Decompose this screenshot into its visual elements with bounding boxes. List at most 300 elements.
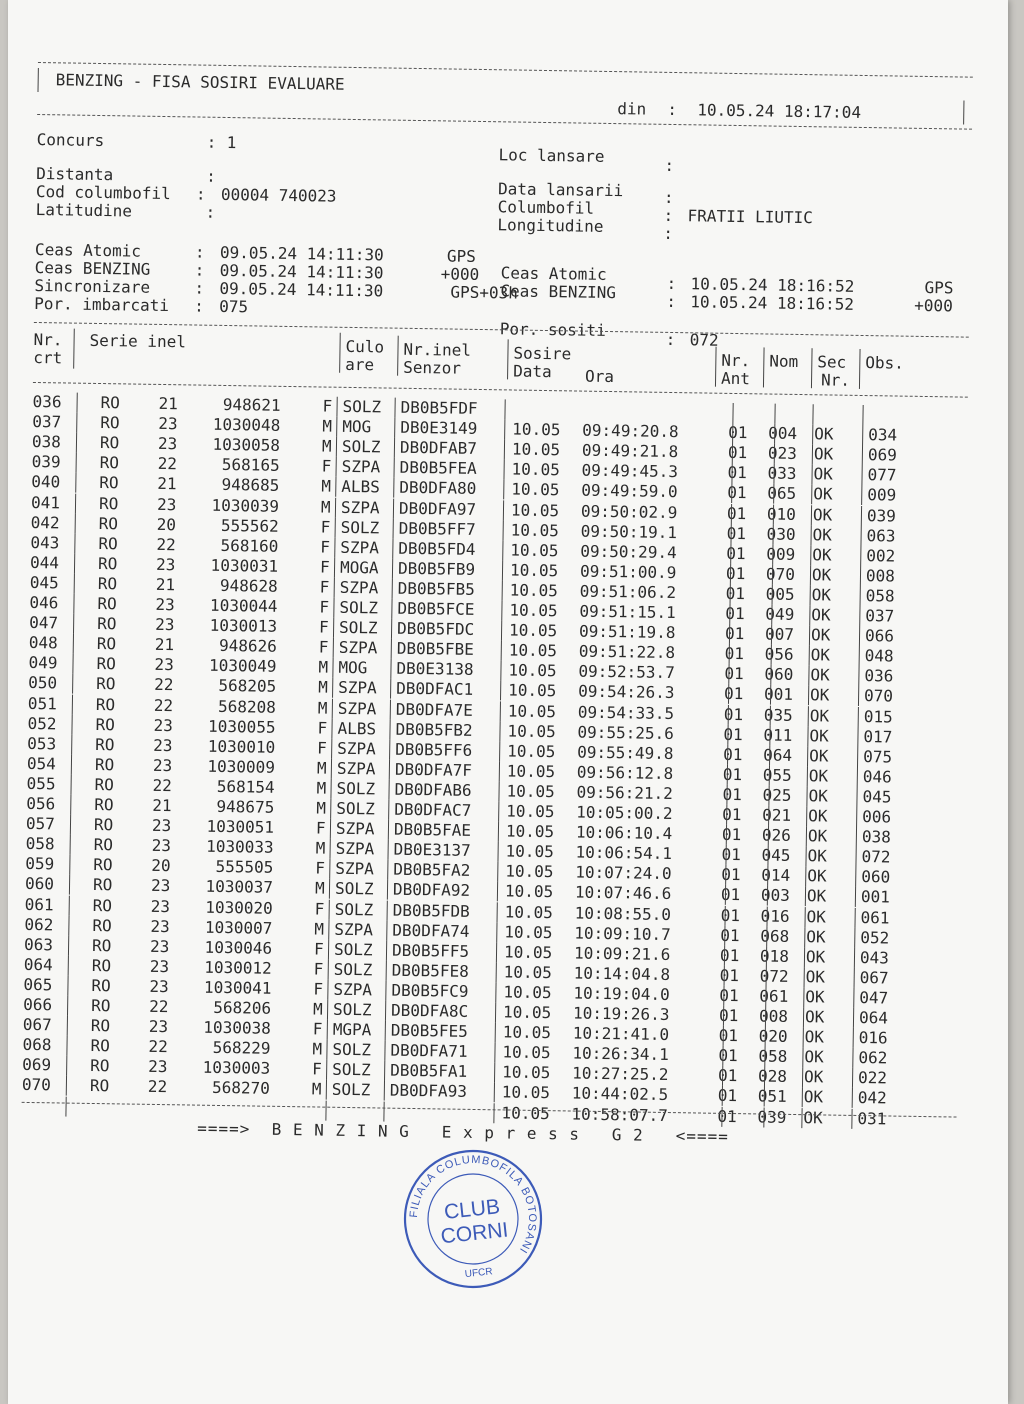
- col-divider: [339, 333, 341, 373]
- cell-divider: [501, 600, 502, 620]
- arrival-time: 10:06:10.4: [575, 822, 673, 844]
- sensor-id: DB0B5FE5: [390, 1020, 469, 1041]
- right-ceas-atomic-colon: :: [666, 273, 677, 294]
- ring-number: 1030041: [203, 977, 272, 998]
- cell-divider: [68, 915, 69, 935]
- antenna-number: 01: [727, 483, 747, 503]
- cell-divider: [392, 538, 393, 558]
- cell-divider: [68, 935, 69, 955]
- ring-year: 22: [157, 454, 178, 474]
- cell-divider: [72, 654, 73, 674]
- header-right-border: [963, 101, 964, 125]
- ceas-benzing-suffix: +000: [440, 264, 480, 284]
- security-status: OK: [803, 1107, 823, 1127]
- sex: M: [312, 1039, 323, 1059]
- country-code: RO: [90, 1016, 111, 1036]
- antenna-number: 01: [723, 704, 744, 724]
- color-code: SOLZ: [336, 778, 376, 799]
- arrival-date: 10.05: [506, 801, 555, 822]
- cell-divider: [495, 1022, 496, 1042]
- cell-divider: [497, 842, 498, 862]
- observation: 006: [862, 807, 892, 827]
- cell-divider: [66, 1036, 67, 1056]
- antenna-number: 01: [721, 865, 741, 885]
- country-code: RO: [89, 1076, 110, 1096]
- sensor-id: DB0B5FB2: [395, 719, 473, 740]
- stamp-club-text: CLUB: [442, 1195, 502, 1224]
- sex: M: [312, 999, 323, 1019]
- antenna-number: 01: [718, 1025, 739, 1046]
- col-senzor: Senzor: [403, 357, 462, 378]
- country-code: RO: [100, 393, 121, 413]
- country-code: RO: [99, 433, 120, 453]
- ceas-atomic-suffix: GPS: [446, 246, 477, 266]
- cell-divider: [503, 520, 504, 540]
- nom-number: 021: [762, 805, 792, 825]
- cell-divider: [335, 477, 336, 497]
- arrival-date: 10.05: [503, 982, 552, 1003]
- cell-divider: [858, 666, 859, 686]
- arrival-time: 09:49:21.8: [581, 440, 679, 462]
- color-code: SOLZ: [334, 899, 374, 919]
- ring-number: 1030038: [203, 1017, 271, 1038]
- sex: M: [314, 878, 325, 898]
- ring-number: 568208: [217, 696, 277, 717]
- cell-divider: [74, 553, 75, 573]
- security-status: OK: [804, 1027, 825, 1047]
- arrival-date: 10.05: [510, 540, 559, 560]
- antenna-number: 01: [718, 1045, 738, 1066]
- cell-divider: [860, 526, 861, 546]
- color-code: ALBS: [337, 718, 377, 738]
- col-sosire: Sosire: [513, 343, 572, 364]
- sensor-id: DB0DFAB6: [394, 779, 472, 800]
- arrival-time: 09:50:02.9: [580, 501, 678, 522]
- ring-year: 20: [151, 856, 171, 876]
- antenna-number: 01: [721, 845, 742, 865]
- color-code: SOLZ: [332, 1060, 371, 1080]
- ring-year: 22: [148, 1037, 168, 1057]
- sensor-id: DB0B5FF5: [391, 940, 470, 961]
- country-code: RO: [97, 553, 118, 574]
- ring-year: 23: [153, 735, 173, 755]
- cell-divider: [854, 968, 855, 988]
- right-ceas-benzing-colon: :: [666, 291, 677, 312]
- ring-year: 20: [156, 514, 177, 534]
- sensor-id: DB0DFAC7: [394, 799, 472, 820]
- security-status: OK: [807, 866, 827, 886]
- sex: M: [316, 758, 327, 778]
- din-label: din: [617, 99, 647, 119]
- arrival-time: 09:56:21.2: [576, 782, 674, 803]
- ring-year: 22: [156, 534, 176, 554]
- observation: 038: [861, 827, 891, 847]
- arrival-date: 10.05: [503, 942, 553, 962]
- arrival-time: 10:58:07.7: [571, 1104, 668, 1125]
- ring-year: 21: [158, 393, 179, 414]
- imbarcati-value: 075: [219, 296, 249, 317]
- row-number: 051: [27, 693, 57, 713]
- observation: 064: [858, 1008, 889, 1028]
- col-divider: [859, 349, 861, 389]
- cell-divider: [774, 404, 775, 424]
- color-code: SOLZ: [332, 999, 372, 1020]
- sensor-id: DB0B5FF7: [398, 518, 476, 539]
- din-colon: :: [667, 99, 678, 120]
- sensor-id: DB0DFAC1: [396, 679, 474, 700]
- cell-divider: [387, 880, 388, 900]
- arrival-time: 09:51:22.8: [578, 641, 676, 663]
- cell-divider: [335, 497, 336, 517]
- cell-divider: [860, 546, 861, 566]
- col-divider: [763, 347, 765, 387]
- cell-divider: [328, 919, 329, 939]
- footer-banner: ====> B E N Z I N G E x p r e s s G 2 <====: [197, 1118, 729, 1146]
- cell-divider: [495, 982, 496, 1002]
- ring-number: 1030044: [209, 595, 278, 616]
- arrival-date: 10.05: [511, 459, 560, 480]
- col-are: are: [345, 354, 375, 375]
- antenna-number: 01: [725, 563, 746, 583]
- ring-year: 22: [152, 775, 173, 796]
- country-code: RO: [97, 573, 118, 594]
- ring-number: 1030058: [212, 434, 281, 456]
- sex: F: [312, 1059, 322, 1079]
- sex: F: [315, 858, 326, 878]
- cell-divider: [858, 706, 859, 726]
- cell-divider: [859, 606, 860, 626]
- color-code: SOLZ: [338, 617, 378, 638]
- observation: 052: [860, 927, 890, 948]
- sensor-id: DB0B5FE8: [391, 960, 469, 981]
- sositi-colon: :: [665, 329, 676, 350]
- cell-divider: [331, 758, 332, 778]
- cell-divider: [66, 1056, 67, 1076]
- observation: 072: [861, 847, 891, 867]
- col-divider: [397, 336, 399, 376]
- cell-divider: [859, 626, 860, 646]
- row-number: 038: [31, 432, 62, 452]
- cell-divider: [861, 505, 862, 525]
- cell-divider: [327, 980, 328, 1000]
- security-status: OK: [806, 926, 826, 947]
- security-status: OK: [811, 605, 831, 625]
- arrival-date: 10.05: [507, 721, 556, 741]
- cell-divider: [73, 634, 74, 654]
- security-status: OK: [813, 444, 834, 464]
- cell-divider: [329, 899, 330, 919]
- arrival-date: 10.05: [501, 1102, 550, 1123]
- arrival-date: 10.05: [510, 499, 560, 520]
- sex: M: [318, 657, 329, 677]
- observation: 015: [863, 706, 893, 727]
- cell-divider: [392, 579, 393, 599]
- security-status: OK: [814, 424, 834, 444]
- ring-number: 1030033: [206, 836, 274, 857]
- arrival-time: 09:49:45.3: [581, 460, 679, 482]
- antenna-number: 01: [720, 905, 741, 925]
- observation: 058: [865, 585, 895, 606]
- sensor-id: DB0B5FAE: [393, 819, 472, 840]
- sex: M: [322, 416, 333, 436]
- row-number: 068: [22, 1035, 52, 1055]
- nom-number: 064: [763, 745, 793, 765]
- arrival-date: 10.05: [511, 479, 560, 500]
- cell-divider: [853, 1008, 854, 1028]
- columbofil-colon: :: [663, 205, 674, 225]
- row-number: 065: [23, 974, 53, 995]
- nom-number: 018: [759, 946, 790, 966]
- ring-number: 948685: [221, 475, 280, 496]
- country-code: RO: [95, 694, 116, 714]
- cell-divider: [856, 787, 857, 807]
- ring-number: 1030048: [212, 414, 281, 435]
- ring-year: 23: [153, 715, 173, 735]
- observation: 043: [859, 947, 890, 968]
- cell-divider: [394, 438, 395, 458]
- antenna-number: 01: [722, 784, 742, 805]
- cell-divider: [334, 578, 335, 598]
- cell-divider: [75, 473, 76, 493]
- nom-number: 025: [762, 785, 792, 805]
- ring-year: 23: [154, 655, 174, 675]
- ring-number: 568206: [213, 997, 272, 1018]
- cell-divider: [391, 619, 392, 639]
- cell-divider: [500, 681, 501, 701]
- cell-divider: [333, 598, 334, 618]
- color-code: SZPA: [335, 859, 375, 879]
- antenna-number: 01: [725, 583, 746, 604]
- cell-divider: [494, 1083, 495, 1103]
- sensor-id: DB0E3138: [396, 659, 474, 680]
- cell-divider: [502, 540, 503, 560]
- cell-divider: [70, 835, 71, 855]
- stamp-corni-text: CORNI: [439, 1218, 510, 1249]
- cod-columbofil-label: Cod columbofil: [35, 181, 171, 204]
- ring-number: 568270: [211, 1078, 271, 1099]
- observation: 037: [865, 606, 895, 626]
- antenna-number: 01: [722, 764, 743, 784]
- observation: 067: [859, 967, 889, 988]
- country-code: RO: [92, 895, 113, 915]
- col-serie-inel: Serie inel: [89, 330, 187, 352]
- security-status: OK: [812, 504, 833, 525]
- security-status: OK: [811, 585, 832, 605]
- observation: 060: [861, 867, 891, 887]
- latitudine-colon: :: [205, 202, 216, 222]
- ring-year: 22: [148, 996, 169, 1017]
- cell-divider: [854, 928, 855, 948]
- distanta-label: Distanta: [36, 163, 114, 185]
- cell-divider: [500, 701, 501, 721]
- country-code: RO: [97, 614, 117, 634]
- cell-divider: [67, 1016, 68, 1036]
- cell-divider: [854, 948, 855, 968]
- arrival-time: 09:49:59.0: [581, 480, 678, 502]
- ring-year: 23: [150, 916, 170, 936]
- country-code: RO: [93, 835, 114, 855]
- antenna-number: 01: [717, 1066, 738, 1086]
- sensor-id: DB0B5FDF: [400, 397, 478, 418]
- cell-divider: [393, 458, 394, 478]
- sex: M: [316, 778, 327, 798]
- sex: M: [320, 497, 331, 517]
- col-nom: Nom: [769, 351, 799, 371]
- sensor-id: DB0E3149: [400, 417, 478, 439]
- security-status: OK: [812, 524, 833, 545]
- cell-divider: [72, 674, 73, 694]
- cell-divider: [499, 761, 500, 781]
- cell-divider: [69, 855, 70, 875]
- cell-divider: [390, 659, 391, 679]
- cell-divider: [385, 980, 386, 1000]
- col-divider: [73, 329, 75, 369]
- country-code: RO: [98, 493, 119, 513]
- country-code: RO: [90, 1056, 110, 1076]
- color-code: SOLZ: [332, 1039, 372, 1060]
- arrival-date: 10.05: [504, 881, 554, 902]
- arrival-time: 09:52:53.7: [578, 661, 675, 683]
- ring-year: 21: [152, 795, 172, 816]
- arrival-time: 09:51:00.9: [579, 561, 677, 582]
- row-number: 044: [29, 552, 60, 573]
- antenna-number: 01: [726, 543, 746, 563]
- sex: M: [318, 677, 328, 698]
- security-status: OK: [808, 765, 829, 786]
- arrival-date: 10.05: [504, 922, 553, 942]
- observation: 069: [867, 445, 897, 465]
- observation: 077: [867, 465, 897, 485]
- report-content: [20, 60, 983, 1225]
- arrival-time: 10:06:54.1: [575, 842, 673, 864]
- cell-divider: [76, 453, 77, 473]
- sincronizare-value: 09.05.24 14:11:30: [219, 278, 384, 301]
- cell-divider: [504, 399, 505, 419]
- arrival-date: 10.05: [502, 1042, 551, 1063]
- color-code: SZPA: [335, 818, 375, 839]
- nom-number: 051: [757, 1086, 787, 1107]
- sincronizare-colon: :: [194, 278, 205, 298]
- sex: F: [318, 637, 329, 657]
- data-lansarii-label: Data lansarii: [497, 179, 624, 201]
- cell-divider: [503, 480, 504, 500]
- country-code: RO: [98, 533, 118, 553]
- arrival-time: 10:19:04.0: [573, 983, 670, 1004]
- cell-divider: [393, 518, 394, 538]
- row-number: 043: [30, 532, 60, 553]
- arrival-time: 10:26:34.1: [572, 1043, 669, 1065]
- sensor-id: DB0B5FF6: [395, 739, 473, 760]
- cell-divider: [502, 560, 503, 580]
- cell-divider: [336, 417, 337, 437]
- cell-divider: [330, 819, 331, 839]
- cell-divider: [387, 840, 388, 860]
- arrival-date: 10.05: [505, 861, 554, 882]
- sex: F: [319, 557, 330, 577]
- cell-divider: [499, 721, 500, 741]
- cell-divider: [67, 975, 68, 995]
- country-code: RO: [91, 995, 111, 1016]
- sensor-id: DB0DFA80: [399, 478, 477, 499]
- sex: M: [314, 919, 325, 939]
- ring-number: 1030051: [206, 816, 275, 837]
- country-code: RO: [95, 714, 115, 734]
- row-number: 062: [24, 914, 54, 934]
- ring-year: 23: [155, 594, 175, 615]
- antenna-number: 01: [724, 664, 744, 684]
- sex: F: [312, 1019, 323, 1039]
- ring-year: 23: [148, 1016, 169, 1037]
- ceas-benzing-label: Ceas BENZING: [34, 257, 151, 279]
- sensor-id: DB0B5FB9: [397, 558, 476, 579]
- nom-number: 026: [761, 825, 791, 846]
- cell-divider: [389, 719, 390, 739]
- cell-divider: [74, 533, 75, 553]
- nom-number: 056: [764, 644, 794, 665]
- data-lansarii-colon: :: [663, 187, 674, 207]
- cell-divider: [335, 457, 336, 477]
- cell-divider: [385, 1001, 386, 1021]
- country-code: RO: [100, 413, 120, 433]
- antenna-number: 01: [717, 1106, 737, 1126]
- sensor-id: DB0B5FB5: [397, 578, 475, 599]
- cell-divider: [501, 641, 502, 661]
- columbofil-value: FRATII LIUTIC: [687, 206, 814, 228]
- cell-divider: [387, 900, 388, 920]
- country-code: RO: [93, 855, 113, 875]
- ring-number: 1030007: [204, 917, 273, 938]
- security-status: OK: [809, 705, 830, 726]
- sex: M: [321, 436, 332, 456]
- cell-divider: [70, 795, 71, 815]
- cell-divider: [332, 698, 333, 718]
- ring-number: 555562: [220, 515, 279, 536]
- cell-divider: [70, 815, 71, 835]
- antenna-number: 01: [724, 623, 745, 644]
- arrival-date: 10.05: [510, 520, 559, 540]
- ring-number: 568229: [212, 1038, 271, 1058]
- row-number: 054: [26, 753, 57, 774]
- cell-divider: [504, 440, 505, 460]
- observation: 009: [867, 485, 897, 505]
- arrival-time: 10:09:21.6: [573, 943, 671, 964]
- cell-divider: [73, 594, 74, 614]
- ring-number: 1030055: [207, 716, 276, 737]
- observation: 066: [864, 626, 895, 646]
- security-status: OK: [809, 745, 829, 766]
- antenna-number: 01: [723, 744, 743, 764]
- color-code: SOLZ: [342, 396, 382, 417]
- club-stamp: [395, 1141, 551, 1297]
- country-code: RO: [96, 654, 116, 674]
- color-code: SZPA: [339, 577, 379, 598]
- sex: F: [313, 959, 324, 979]
- concurs-colon: :: [206, 132, 217, 152]
- color-code: SOLZ: [331, 1080, 371, 1100]
- row-number: 067: [22, 1014, 52, 1035]
- cell-divider: [503, 460, 504, 480]
- cell-divider: [326, 1080, 327, 1100]
- arrival-date: 10.05: [511, 439, 561, 460]
- ring-number: 555505: [215, 857, 274, 878]
- cell-divider: [852, 1088, 853, 1108]
- observation: 031: [857, 1108, 887, 1128]
- cell-divider: [497, 882, 498, 902]
- arrival-date: 10.05: [506, 761, 556, 782]
- nom-number: 039: [757, 1106, 787, 1127]
- observation: 075: [863, 746, 893, 767]
- security-status: OK: [808, 806, 828, 826]
